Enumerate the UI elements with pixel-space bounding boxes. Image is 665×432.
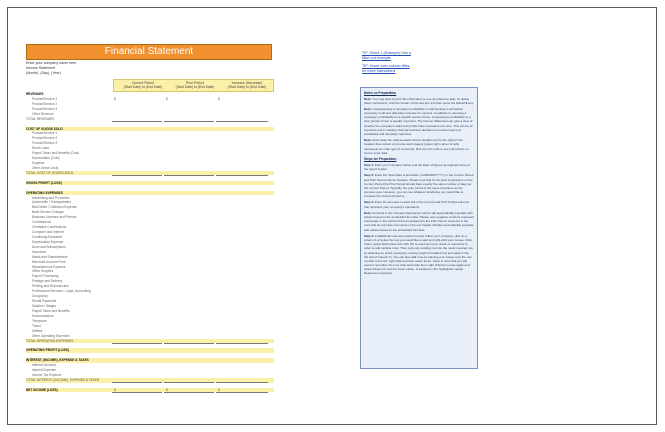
notes-paragraph-lead: Note: [364,211,372,216]
statement-row [26,215,274,220]
statement-type-line: Income Statement [26,66,56,70]
notes-paragraph-text: Enter your Company Name and the Date of figures as required at top of the report header. [364,162,470,171]
row-label: Utilities [32,328,43,333]
statement-row [26,309,274,314]
row-label: Bad Debts / Collection Expense [32,205,77,210]
spacer-row [26,122,274,127]
statement-row [26,255,274,260]
total-rule [216,392,268,393]
tip-hover-link-2[interactable]: for more instructions [362,69,396,73]
notes-paragraph-text: Enter data into cells beneath column headers and to the right of row headers that contain comments and integers (upper-right corner of cells represents an order type of comment). Roll over the cells to see instructions on how to enter data. [364,138,469,155]
statement-row [26,378,274,383]
statement-row [26,240,274,245]
row-label: Product/Service 1 [32,131,58,136]
notes-heading: Notes on Preparation [364,91,397,95]
row-label: Merchant Account Fees [32,259,66,264]
statement-row [26,181,274,186]
notes-paragraph-lead: Step 1: [364,162,375,167]
row-label: Payroll Taxes and Benefits (Cost) [32,151,80,156]
row-label: TOTAL COST OF GOODS SOLD [26,170,74,175]
statement-row [26,107,274,112]
row-label: Direct Labor [32,146,50,151]
row-label: Continuing Education [32,234,63,239]
row-label: Interest Expense [32,368,56,373]
statement-row [26,191,274,196]
notes-paragraph [364,173,474,198]
row-label: Product/Service 3 [32,141,58,146]
notes-paragraph-text: Enter the amounts in each cell of the Current and Prior Period columns that represent your company's operations. [364,200,469,209]
row-label: TOTAL OPERATING EXPENSES [26,338,74,343]
notes-paragraph-text: Enter the 'Start Date to End Date' (xx/MM/DD/YYYY) in the Current Period and Prior Period column headers. Please note that for the best comparison on the Current Period the Prior Period should have exactly the same number of days as the Current Period. Typically, the prior period is the same timeframe as the previous year. However, you can use whatever timeframe you would like to compare the Current Period to. [364,173,474,198]
row-label: Bank Service Charges [32,210,64,215]
notes-paragraph-lead: Step 2: [364,173,375,178]
statement-row [26,348,274,353]
spacer-row [26,383,274,388]
statement-row [26,146,274,151]
statement-row [26,363,274,368]
notes-paragraph-text: Amounts in the Increase (Decrease) column will automatically populate with values based on the embedded formulas. Please note negative numbers represent a decrease in the Current Period compared to the Prior Period. Amounts in the rows that do not have comments in the row header will also automatically populate with values based on the embedded formulas. [364,211,474,232]
notes-heading: Steps for Preparation [364,157,397,162]
row-label: TOTAL INTEREST (INCOME), EXPENSE & TAXES [26,377,100,382]
statement-row [26,289,274,294]
statement-row [26,235,274,240]
notes-paragraph-text: Understanding a company's profitability is vital because it will deliver necessary profit and ultimately increase its success. In addition to reporting a company's profitability for a specific period of time, comparing its profitability to a prior period of time is equally important. The Income Statement can give a view of whether the company's sales and profits have increased over time. This can be an important tool in making informed business decisions to ensure long-term profitability and ultimately cash flow. [364,107,474,136]
notes-paragraph [364,200,474,208]
row-label: GROSS PROFIT (LOSS) [26,180,62,185]
statement-row [26,250,274,255]
statement-row [26,388,274,393]
notes-paragraph [364,163,474,171]
statement-row [26,284,274,289]
statement-row [26,319,274,324]
statement-row [26,171,274,176]
statement-row [26,329,274,334]
row-label: Professional Services - Legal, Accounting [32,289,91,294]
dollar-sign: $ [166,96,168,101]
statement-row [26,304,274,309]
column-increase-decrease: Increase (Decrease) (Start Date) to (End Date) [227,81,267,90]
row-label: TOTAL REVENUES [26,116,55,121]
statement-row [26,166,274,171]
statement-row [26,205,274,210]
row-label: Postage and Delivery [32,279,63,284]
total-rule [164,392,214,393]
notes-paragraph-lead: Note: [364,96,372,101]
row-label: Rental Payments [32,299,57,304]
statement-row [26,265,274,270]
statement-row [26,210,274,215]
company-name-line: Enter your company name here [26,61,77,65]
statement-row [26,245,274,250]
row-label: OPERATING PROFIT (LOSS) [26,348,69,353]
row-label: Income Tax Expense [32,373,62,377]
row-label: Computer and Internet [32,230,64,235]
notes-paragraph-text: You may want to print this information to use as reference later. To delete these instructions, click the border of this text box and then press the DELETE key. [364,96,474,105]
row-label: Product/Service 1 [32,96,58,101]
row-label: Automobile / Transportation [32,200,71,205]
row-label: COST OF GOODS SOLD [26,126,63,131]
dollar-sign: $ [218,387,220,392]
statement-row [26,151,274,156]
statement-row [26,117,274,122]
statement-row [26,200,274,205]
row-label: Dues and Subscriptions [32,244,66,249]
statement-row [26,339,274,344]
tip-example-link[interactable]: TIP: Sheet 1 (Example) Has a [362,51,411,55]
row-label: Charitable Contributions [32,225,67,230]
statement-row [26,131,274,136]
row-label: Subcontractors [32,313,54,318]
row-label: Other Direct Costs [32,165,59,170]
notes-paragraph [364,138,474,154]
row-label: Product/Service 2 [32,136,58,141]
spacer-row [26,176,274,181]
statement-row [26,279,274,284]
row-label: Printing and Reproduction [32,284,69,289]
notes-paragraph [364,234,474,275]
statement-row [26,156,274,161]
row-label: OPERATING EXPENSES [26,190,63,195]
row-label: Depreciation Expense [32,239,64,244]
statement-row [26,230,274,235]
statement-row [26,269,274,274]
statement-row [26,260,274,265]
row-label: Salaries / Wages [32,303,56,308]
statement-row [26,196,274,201]
dollar-sign: $ [114,96,116,101]
spacer-row [26,353,274,358]
instructions-panel [360,87,478,369]
row-label: NET INCOME (LOSS) [26,387,58,392]
statement-row [26,127,274,132]
row-label: Product/Service 3 [32,106,58,111]
notes-paragraph [364,211,474,231]
statement-row [26,136,274,141]
dollar-sign: $ [114,387,116,392]
statement-row [26,299,274,304]
notes-paragraph-lead: Note: [364,138,372,143]
notes-paragraph-lead: Step 4: [364,234,375,239]
row-label: Interest (Income) [32,363,57,368]
statement-row [26,368,274,373]
row-label: Commissions [32,220,52,225]
notes-paragraph [364,107,474,136]
statement-row [26,314,274,319]
row-label: INTEREST (INCOME), EXPENSE & TAXES [26,358,89,363]
statement-row [26,294,274,299]
statement-row [26,220,274,225]
statement-row [26,373,274,378]
dollar-sign: $ [166,387,168,392]
row-label: Miscellaneous Expense [32,264,66,269]
row-label: Other Revenue [32,111,54,116]
total-rule [112,392,162,393]
row-label: REVENUES [26,92,44,96]
dollar-sign: $ [218,96,220,101]
row-label: Advertising and Promotion [32,195,70,200]
row-label: Payroll Processing [32,274,59,279]
notes-paragraph [364,97,474,105]
notes-paragraph-lead: Note: [364,107,372,112]
column-header-band [113,79,274,92]
tip-example-link-2[interactable]: filled out example [362,56,391,60]
row-label: Travel [32,323,41,328]
statement-row [26,358,274,363]
row-label: Business Licenses and Permits [32,215,77,220]
spacer-row [26,343,274,348]
spacer-row [26,186,274,191]
statement-row [26,334,274,339]
statement-row [26,102,274,107]
notes-paragraph-lead: Step 3: [364,200,375,205]
statement-row [26,112,274,117]
statement-date-line: (Month), (Day), (Year) [26,71,61,75]
statement-row [26,225,274,230]
notes-paragraph-text: If additional rows are required to best reflect your company, click on a column A or below the row you would like to add and right-click your mouse. Click Insert, select Entire Row and click OK to insert as many. Rows or resources in order to add multiple rows. Then copy any existing row into the newly inserted row by selecting an entire previously existing single formulated row and paste it into the cell of Column A). You can also add rows by placing your mouse over the row number to the left, right-click and then select Insert. Keep in mind that you will need to renumber the new cells and make them right click the mouse again and select Paste but next the Insert option. Is located on the highlighted margin. Repeat as necessary. [364,234,473,275]
statement-title: Financial Statement [26,44,272,60]
statement-row [26,324,274,329]
statement-row [26,92,274,97]
row-label: Other Operating Expenses [32,333,70,338]
row-label: Payroll Taxes and Benefits [32,308,70,313]
row-label: Depreciation (Cost) [32,156,60,161]
statement-row [26,141,274,146]
row-label: Telephone [32,318,47,323]
row-label: Occupancy [32,294,48,299]
row-label: Meals and Entertainment [32,254,68,259]
statement-row [26,274,274,279]
row-label: Insurance [32,249,46,254]
statement-row [26,97,274,102]
statement-row [26,161,274,166]
row-label: Product/Service 2 [32,101,58,106]
row-label: Office Supplies [32,269,54,274]
column-prior-period: Prior Period (Start Date) to (End Date) [175,81,215,90]
column-current-period: Current Period (Start Date) to (End Date) [123,81,163,90]
tip-hover-link[interactable]: TIP: Hover over column titles [362,64,410,68]
row-label: Supplies [32,161,45,166]
